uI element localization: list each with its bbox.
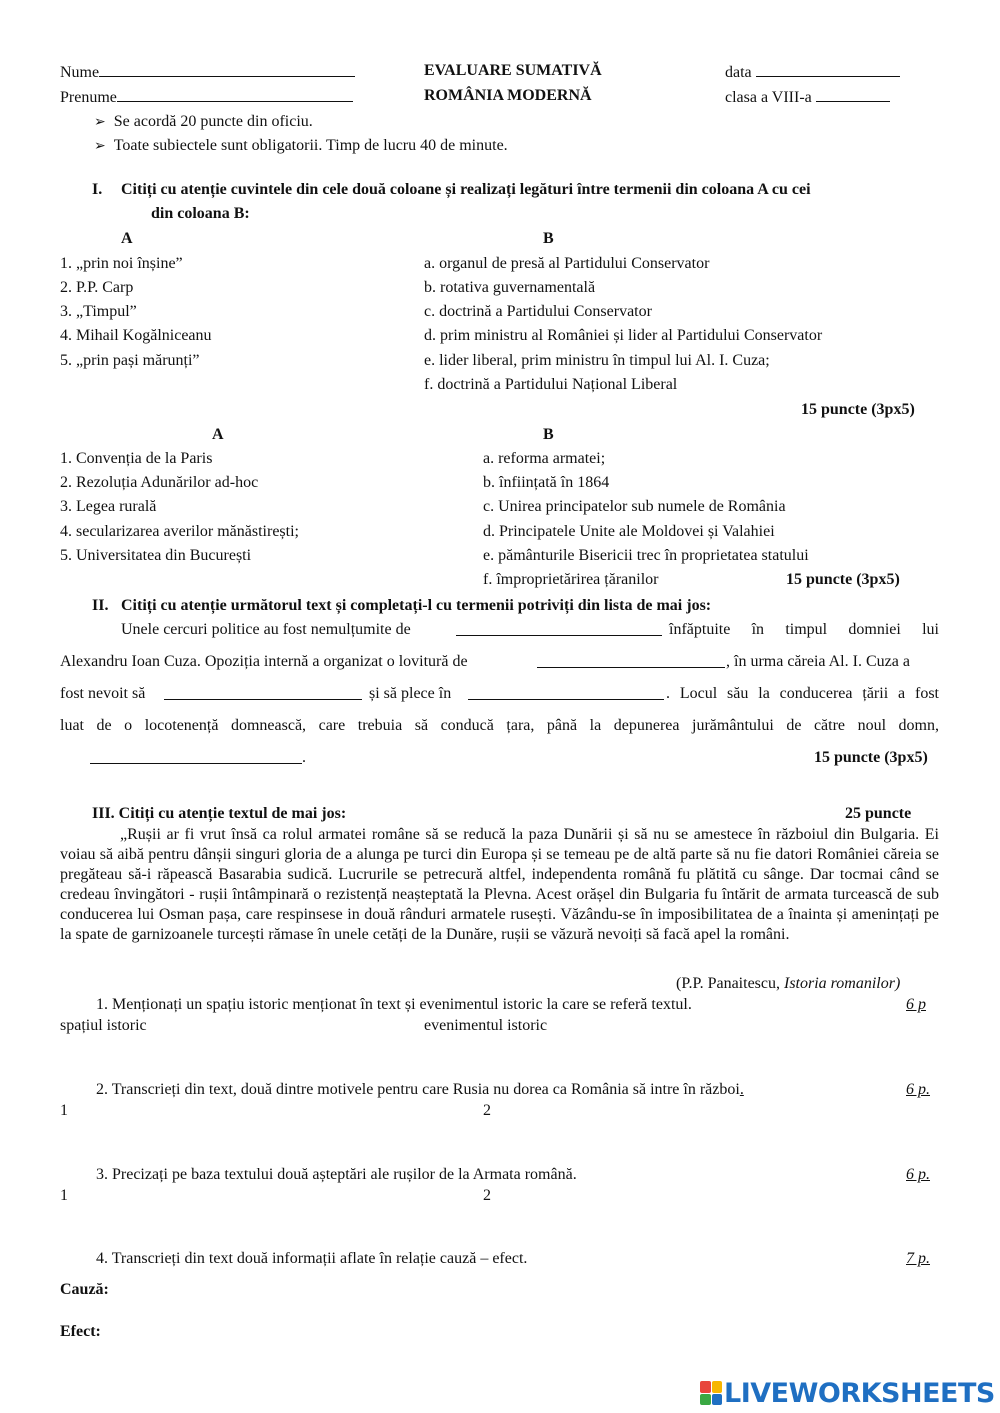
surname-field[interactable] (117, 87, 353, 102)
table1-a-item[interactable]: 4. Mihail Kogălniceanu (60, 327, 212, 344)
section2-line4: luat de o locotenență domnească, care trebuia să conducă țara, până la depunerea jurământului de către noul domn, (60, 717, 939, 734)
section2-line3-start: fost nevoit să (60, 685, 146, 702)
table1-a-item[interactable]: 2. P.P. Carp (60, 279, 134, 296)
name-label: Nume (60, 64, 100, 81)
table2-a-item[interactable]: 1. Convenția de la Paris (60, 450, 213, 467)
answer-field-2b[interactable] (495, 1102, 935, 1152)
section3-points: 25 puncte (845, 805, 912, 822)
table2-col-a-header: A (212, 426, 224, 443)
table2-b-item[interactable]: d. Principatele Unite ale Moldovei și Valahiei (483, 523, 775, 540)
document-subtitle: ROMÂNIA MODERNĂ (424, 87, 592, 104)
section2-line5-end: . (302, 749, 306, 766)
blank-field-3[interactable] (164, 685, 362, 700)
table2-b-item[interactable]: c. Unirea principatelor sub numele de România (483, 498, 786, 515)
table2-a-item[interactable]: 4. secularizarea averilor mănăstirești; (60, 523, 299, 540)
question-2-points: 6 p. (906, 1081, 930, 1098)
name-row (60, 62, 355, 82)
section2-line1-start: Unele cercuri politice au fost nemulțumite de (121, 621, 411, 638)
name-field[interactable] (99, 62, 355, 77)
table1-points: 15 puncte (3px5) (801, 401, 915, 418)
section3-source-text: „Rușii ar fi vrut însă ca rolul armatei române să se reducă la paza Dunării și să nu se amestece în războiul din Bulgaria. Ei voiau să aibă pentru dânșii singuri gloria de a alunga pe turci din Europa și se temeau pe de altă parte să nu fie datori României căreia se pregăteau să-i răpească Basarabia sudică. Lucrurile se petrecură altfel, independenta română fu plătită cu sânge. Dar tocmai când se credeau învingători - rușii întâmpinară o rezistență neașteptată la Plevna. Acest orășel din Bulgaria fu întărit de armata turcească de sub conducerea lui Osman pașa, care respinsese in două rânduri armatele rusești. Văzându-se în imposibilitatea de a înainta și amenințați pe la spate de garnizoanele turcești rămase în unele cetăți de la Dunăre, rușii se văzură nevoiți să facă apel la români. (60, 826, 939, 943)
answer-field-1b[interactable] (424, 1038, 934, 1072)
arrow-bullet-icon: ➢ (94, 114, 106, 130)
table1-b-item[interactable]: c. doctrină a Partidului Conservator (424, 303, 652, 320)
citation-author: (P.P. Panaitescu, (676, 975, 784, 992)
section3-title: III. Citiți cu atenție textul de mai jos: (92, 805, 347, 822)
table2-points: 15 puncte (3px5) (786, 571, 900, 588)
question-4-points: 7 p. (906, 1250, 930, 1267)
section2-line2-end: , în urma căreia Al. I. Cuza a (726, 653, 910, 670)
table2-a-item[interactable]: 5. Universitatea din București (60, 547, 252, 564)
rule-item (94, 137, 508, 155)
question-1: 1. Menționați un spațiu istoric menționat în text și evenimentul istoric la care se referă textul. (96, 996, 692, 1013)
document-title: EVALUARE SUMATIVĂ (424, 62, 602, 79)
question-2-text: 2. Transcrieți din text, două dintre motivele pentru care Rusia nu dorea ca România să intre în război (96, 1081, 740, 1098)
section2-number: II. (92, 597, 109, 614)
section2-line3-middle: și să plece în (369, 685, 452, 702)
citation-title: Istoria romanilor) (784, 975, 901, 992)
blank-field-2[interactable] (537, 653, 725, 668)
question-2 (96, 1081, 744, 1099)
question-1-label-event: evenimentul istoric (424, 1017, 548, 1034)
date-label: data (725, 64, 752, 81)
table2-b-item[interactable]: e. pământurile Bisericii trec în proprietatea statului (483, 547, 809, 564)
question-1-label-space: spațiul istoric (60, 1017, 147, 1034)
question-1-points: 6 p (906, 996, 926, 1013)
table2-col-b-header: B (543, 426, 554, 443)
answer-field-2a[interactable] (72, 1102, 472, 1152)
table2-b-item[interactable]: f. împroprietărirea țăranilor (483, 571, 659, 588)
table1-b-item[interactable]: e. lider liberal, prim ministru în timpul lui Al. I. Cuza; (424, 352, 770, 369)
rule-text: Toate subiectele sunt obligatorii. Timp de lucru 40 de minute. (113, 137, 508, 154)
section2-points: 15 puncte (3px5) (814, 749, 928, 766)
table1-b-item[interactable]: a. organul de presă al Partidului Conservator (424, 255, 710, 272)
rule-text: Se acordă 20 puncte din oficiu. (113, 113, 313, 130)
blank-field-4[interactable] (468, 685, 664, 700)
question-3-number-1: 1 (60, 1187, 68, 1204)
question-3: 3. Precizați pe baza textului două așteptări ale rușilor de la Armata română. (96, 1166, 577, 1183)
surname-label: Prenume (60, 89, 117, 106)
section1-number: I. (92, 181, 103, 198)
question-3-number-2: 2 (483, 1187, 491, 1204)
table1-b-item[interactable]: d. prim ministru al României și lider al Partidului Conservator (424, 327, 823, 344)
answer-field-3a[interactable] (72, 1187, 472, 1237)
question-2-dot: . (739, 1081, 744, 1098)
table1-a-item[interactable]: 3. „Timpul” (60, 303, 137, 320)
surname-row (60, 87, 353, 107)
rule-item (94, 113, 313, 131)
cause-answer-field[interactable] (120, 1281, 935, 1305)
liveworksheets-logo-icon (700, 1381, 722, 1405)
question-3-points: 6 p. (906, 1166, 930, 1183)
table2-a-item[interactable]: 3. Legea rurală (60, 498, 157, 515)
effect-answer-field[interactable] (116, 1323, 935, 1347)
question-2-number-1: 1 (60, 1102, 68, 1119)
table2-b-item[interactable]: b. înființată în 1864 (483, 474, 610, 491)
liveworksheets-logo (700, 1378, 995, 1408)
question-2-number-2: 2 (483, 1102, 491, 1119)
table1-b-item[interactable]: f. doctrină a Partidului Național Liberal (424, 376, 678, 393)
table1-col-b-header: B (543, 230, 554, 247)
class-label: clasa a VIII-a (725, 89, 812, 106)
section2-line3-end: . Locul său la conducerea țării a fost (666, 685, 939, 702)
table2-a-item[interactable]: 2. Rezoluția Adunărilor ad-hoc (60, 474, 259, 491)
answer-field-1a[interactable] (60, 1038, 420, 1072)
section2-line1-end: înfăptuite în timpul domniei lui (669, 621, 939, 638)
section2-instruction: Citiți cu atenție următorul text și completați-l cu termenii potriviți din lista de mai jos: (121, 597, 712, 614)
liveworksheets-logo-text: LIVEWORKSHEETS (724, 1377, 995, 1409)
class-field[interactable] (816, 87, 890, 102)
table1-col-a-header: A (121, 230, 133, 247)
section2-line2-start: Alexandru Ioan Cuza. Opoziția internă a organizat o lovitură de (60, 653, 468, 670)
section3-citation (676, 975, 900, 993)
arrow-bullet-icon: ➢ (94, 138, 106, 154)
answer-field-3b[interactable] (495, 1187, 935, 1237)
cause-label: Cauză: (60, 1281, 109, 1298)
question-4: 4. Transcrieți din text două informații aflate în relație cauză – efect. (96, 1250, 528, 1267)
blank-field-5[interactable] (90, 749, 302, 764)
class-row (725, 87, 890, 107)
table1-a-item[interactable]: 1. „prin noi înșine” (60, 255, 183, 272)
table2-b-item[interactable]: a. reforma armatei; (483, 450, 606, 467)
date-row (725, 62, 900, 82)
date-field[interactable] (756, 62, 900, 77)
table1-a-item[interactable]: 5. „prin pași mărunți” (60, 352, 200, 369)
section1-instruction-line2: din coloana B: (151, 205, 250, 222)
section1-instruction-line1: Citiți cu atenție cuvintele din cele două coloane și realizați legături între termenii din coloana A cu cei (121, 181, 811, 198)
table1-b-item[interactable]: b. rotativa guvernamentală (424, 279, 596, 296)
blank-field-1[interactable] (456, 621, 662, 636)
effect-label: Efect: (60, 1323, 101, 1340)
